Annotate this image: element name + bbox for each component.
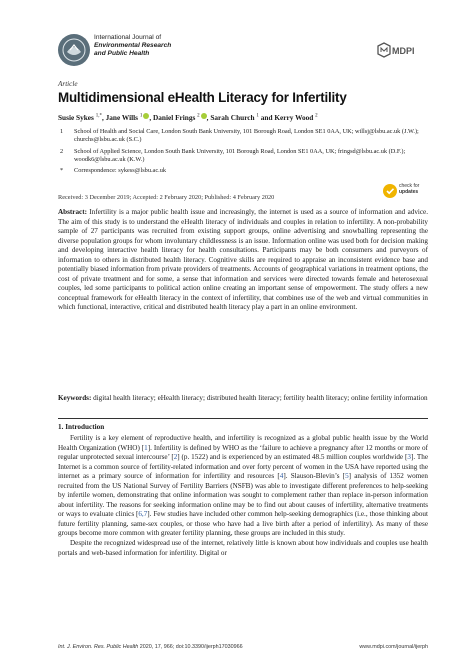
author-name: Daniel Frings $^2$ bbox=[153, 113, 207, 122]
author-affiliation-marker: 1 bbox=[139, 113, 143, 119]
author-name: Kerry Wood $^2$ bbox=[274, 113, 318, 122]
affiliation bbox=[58, 128, 428, 145]
abstract bbox=[58, 208, 428, 313]
journal-name-line1: International Journal of bbox=[94, 34, 162, 41]
citation-link[interactable]: 3 bbox=[407, 453, 411, 462]
author-name: Jane Wills $^1$ bbox=[106, 113, 150, 122]
mdpi-logo bbox=[374, 42, 420, 64]
abstract-label: Abstract: bbox=[58, 208, 87, 216]
footer-citation bbox=[58, 644, 243, 650]
journal-header bbox=[58, 34, 428, 74]
citation-link[interactable]: 4 bbox=[279, 472, 284, 481]
citation-link[interactable]: 1 bbox=[144, 443, 148, 452]
publication-dates: Received: 3 December 2019; Accepted: 2 February 2020; Published: 4 February 2020 bbox=[58, 194, 275, 201]
affiliation bbox=[58, 148, 428, 165]
section-heading: 1. Introduction bbox=[58, 423, 105, 431]
footer-journal-link[interactable]: www.mdpi.com/journal/ijerph bbox=[359, 644, 428, 650]
keywords-text: digital health literacy; eHealth literacy; distributed health literacy; fertility health literacy; online fertility information bbox=[93, 394, 428, 402]
keywords bbox=[58, 394, 428, 404]
author-list: Susie Sykes $^{1,*}$, Jane Wills $^1$ , Daniel Frings $^2$ , Sarah Church $^1$ and Kerry Wood $^2$ bbox=[58, 113, 318, 122]
orcid-icon[interactable] bbox=[143, 113, 149, 119]
affiliation-list bbox=[58, 128, 428, 178]
body-text-run: ]. Few studies have included other common help-seeking demographics (i.e., those thinking about future fertility planning, same-sex couples, or those who have had a live birth after a period of infertility). As many of these groups become more common with greater fertility planning, these groups are included in this study. bbox=[58, 510, 428, 538]
affiliation-text: School of Health and Social Care, London South Bank University, 101 Borough Road, London SE1 0AA, UK; willsj@lsbu.ac.uk (J.W.); churchs@lsbu.ac.uk (S.C.) bbox=[74, 128, 419, 144]
affiliation-marker: 2 bbox=[60, 147, 64, 155]
citation-link[interactable]: 6,7 bbox=[138, 510, 148, 519]
body-text-run: ]. Infertility is defined by WHO as the ‘failure to achieve a pregnancy after 12 months or more of regular unprotected sexual intercourse’ [ bbox=[58, 443, 428, 462]
journal-emblem-icon bbox=[58, 34, 90, 66]
author-name: Sarah Church $^1$ bbox=[210, 113, 259, 122]
check-for-updates-label bbox=[399, 183, 429, 195]
body-text-run: ]. The Internet is a common source of fertility-related information and over forty percent of women in the USA have reported using the internet as a primary source of information for infertility and resources [ bbox=[58, 453, 429, 481]
body-text-run: ] (p. 1522) and is experienced by an estimated 48.5 million couples worldwide [ bbox=[177, 453, 408, 462]
journal-name-line2: Environmental Research bbox=[94, 42, 172, 49]
keywords-label: Keywords: bbox=[58, 394, 92, 402]
affiliation-text: Correspondence: sykess@lsbu.ac.uk bbox=[74, 167, 167, 175]
check-for-updates-icon bbox=[383, 184, 397, 198]
author-affiliation-marker: 1,* bbox=[95, 113, 102, 119]
author-name: Susie Sykes $^{1,*}$ bbox=[58, 113, 102, 122]
footer-journal-abbrev: Int. J. Environ. Res. Public Health bbox=[58, 644, 139, 650]
abstract-text: Infertility is a major public health issue and increasingly, the internet is used as a source of information and advice. The aim of this study is to understand the eHealth literacy of individuals and couples in relation to infertility. A non-probability sample of 27 participants was recruited from existing support groups, online advertising and snowballing representing the diverse population groups for whom involuntary childlessness is an issue. Information online was used both for decision making and developing interactive health literacy for health consultations. Participants may be both consumers and purveyors of information to others in distributed health literacy. Cognitive skills are required to appraise an inconsistent evidence base and potentially biased information from private providers of treatments. Accounts of geographical variations in treatment options, the cost of private treatment and for some, a sense that information and services were directed towards female and heterosexual couples, led some participants to political action online creating an important sense of empowerment. The study offers a new conceptual framework for eHealth literacy in the context of infertility, that combines use of the web and virtual communities in which functional, interactive, critical and distributed health literacy play a part in an online environment. bbox=[58, 208, 428, 312]
body-text-run: ] analysis of 1352 women recruited from the US National Survey of Fertility Barriers (NSFB) was able to investigate different preferences to help-seeking by infertile women, demonstrating that online information was sought to complement rather than replace in-person information about infertility. The reasons for seeking information online may be to find out about causes of infertility, alternative treatments or ways to evaluate clinics [ bbox=[58, 472, 428, 519]
body-text-run: Despite the recognized widespread use of the internet, relatively little is known about how individuals and couples use health portals and web-based information for infertility. Digital or bbox=[58, 539, 428, 557]
author-affiliation-marker: 2 bbox=[197, 113, 200, 119]
body-paragraph-1 bbox=[58, 434, 428, 539]
svg-text:MDPI: MDPI bbox=[392, 46, 415, 56]
body-paragraph-2 bbox=[58, 539, 428, 558]
article-title: Multidimensional eHealth Literacy for Infertility bbox=[58, 90, 347, 105]
check-for-updates-line1: check for bbox=[399, 183, 420, 189]
orcid-icon[interactable] bbox=[201, 113, 207, 119]
journal-name-line3: and Public Health bbox=[94, 50, 150, 57]
author-affiliation-marker: 2 bbox=[315, 113, 318, 119]
check-for-updates-line2: updates bbox=[399, 189, 419, 195]
citation-link[interactable]: 5 bbox=[345, 472, 349, 481]
citation-link[interactable]: 2 bbox=[173, 453, 178, 462]
footer-citation-text: 2020, 17, 966; doi:10.3390/ijerph17030966 bbox=[139, 644, 243, 650]
check-for-updates-button[interactable] bbox=[383, 183, 425, 205]
affiliation bbox=[58, 167, 428, 175]
affiliation-marker: 1 bbox=[60, 128, 64, 135]
affiliation-marker: * bbox=[60, 167, 64, 175]
author-affiliation-marker: 1 bbox=[256, 113, 259, 119]
section-divider bbox=[58, 418, 428, 419]
body-text-run: Fertility is a key element of reproductive health, and infertility is recognized as a global public health issue by the World Health Organization (WHO) [ bbox=[58, 434, 428, 452]
body-text-run: ]. Slauson-Blevin’s [ bbox=[283, 472, 346, 481]
introduction-body bbox=[58, 434, 428, 558]
article-type: Article bbox=[58, 80, 78, 88]
affiliation-text: School of Applied Science, London South Bank University, 101 Borough Road, London SE1 0AA, UK; fringsd@lsbu.ac.uk (D.F.); woodk6@lsbu.ac.uk (K.W.) bbox=[74, 147, 406, 163]
journal-name bbox=[94, 34, 294, 58]
